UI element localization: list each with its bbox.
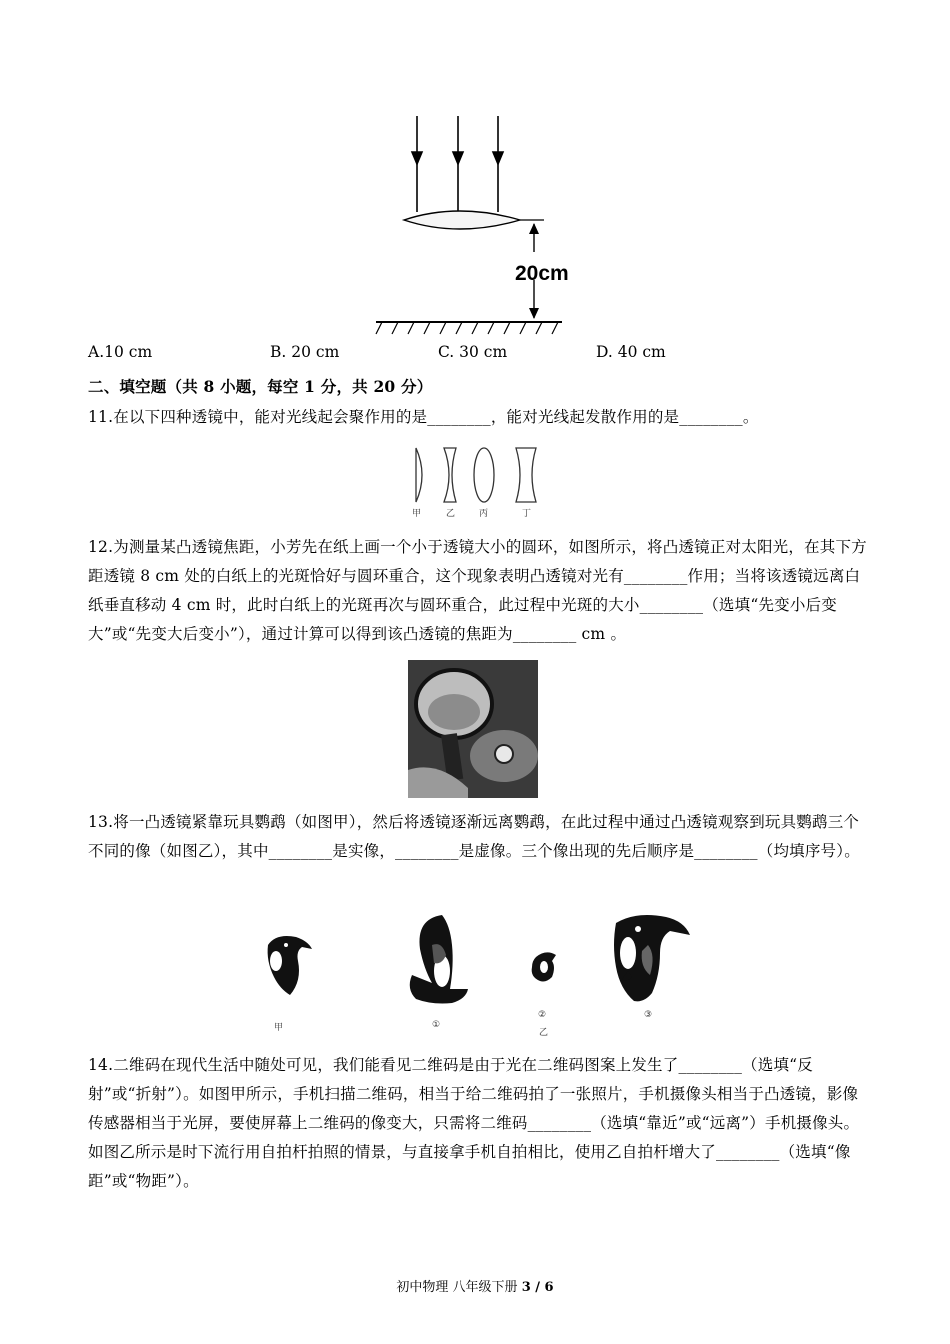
question-11: 11.在以下四种透镜中，能对光线起会聚作用的是________，能对光线起发散作用的是________。 — [88, 408, 759, 426]
option-a: A.10 cm — [88, 343, 153, 361]
magnifier-photo — [408, 660, 538, 798]
lens-label-bing: 丙 — [479, 509, 489, 519]
lens-label-yi: 乙 — [446, 509, 456, 519]
label-yi: 乙 — [539, 1028, 549, 1038]
section-heading: 二、填空题（共 8 小题，每空 1 分，共 20 分） — [88, 377, 433, 396]
four-lenses-figure — [408, 440, 548, 520]
label-jia: 甲 — [274, 1023, 284, 1033]
parrot-original — [268, 936, 312, 995]
option-c: C. 30 cm — [438, 343, 508, 361]
question-13: 13.将一凸透镜紧靠玩具鹦鹉（如图甲），然后将透镜逐渐远离鹦鹉，在此过程中通过凸透镜观察到玩具鹦鹉三个不同的像（如图乙），其中________是实像，________是虚像。三个像出现的先后顺序是________（均填序号）。 — [88, 813, 860, 860]
option-d: D. 40 cm — [596, 343, 666, 361]
question-12: 12.为测量某凸透镜焦距，小芳先在纸上画一个小于透镜大小的圆环，如图所示，将凸透镜正对太阳光，在其下方距透镜 8 cm 处的白纸上的光斑恰好与圆环重合，这个现象表明凸透镜对光有________作用；当将该透镜远离白纸垂直移动 4 cm 时，此时白纸上的光斑再次与圆环重合，此过程中光斑的大小________（选填“先变小后变大”或“先变大后变小”），通过计算可以得到该凸透镜的焦距为________ cm 。 — [88, 538, 867, 643]
question-14: 14.二维码在现代生活中随处可见，我们能看见二维码是由于光在二维码图案上发生了________（选填“反射”或“折射”）。如图甲所示，手机扫描二维码，相当于给二维码拍了一张照片，手机摄像头相当于凸透镜，影像传感器相当于光屏，要使屏幕上二维码的像变大，只需将二维码________（选填“靠近”或“远离”）手机摄像头。如图乙所示是时下流行用自拍杆拍照的情景，与直接拿手机自拍相比，使用乙自拍杆增大了________（选填“像距”或“物距”）。 — [88, 1056, 860, 1190]
distance-label: 20cm — [515, 262, 569, 285]
q10-options — [88, 343, 868, 367]
lens-focus-figure — [370, 112, 580, 340]
label-circle-2: ② — [538, 1010, 547, 1020]
label-circle-3: ③ — [644, 1010, 653, 1020]
parrot-image-2 — [532, 952, 556, 981]
parrot-image-1 — [410, 915, 468, 1004]
option-b: B. 20 cm — [270, 343, 340, 361]
page-footer — [0, 1276, 950, 1295]
lens-label-jia: 甲 — [412, 509, 422, 519]
parrot-image-3 — [614, 915, 690, 1001]
footer-course: 初中物理 八年级下册 — [396, 1280, 522, 1295]
parrot-images-figure — [256, 905, 696, 1043]
lens-label-ding: 丁 — [522, 509, 532, 519]
label-circle-1: ① — [432, 1020, 441, 1030]
page-number: 3 / 6 — [521, 1280, 554, 1295]
